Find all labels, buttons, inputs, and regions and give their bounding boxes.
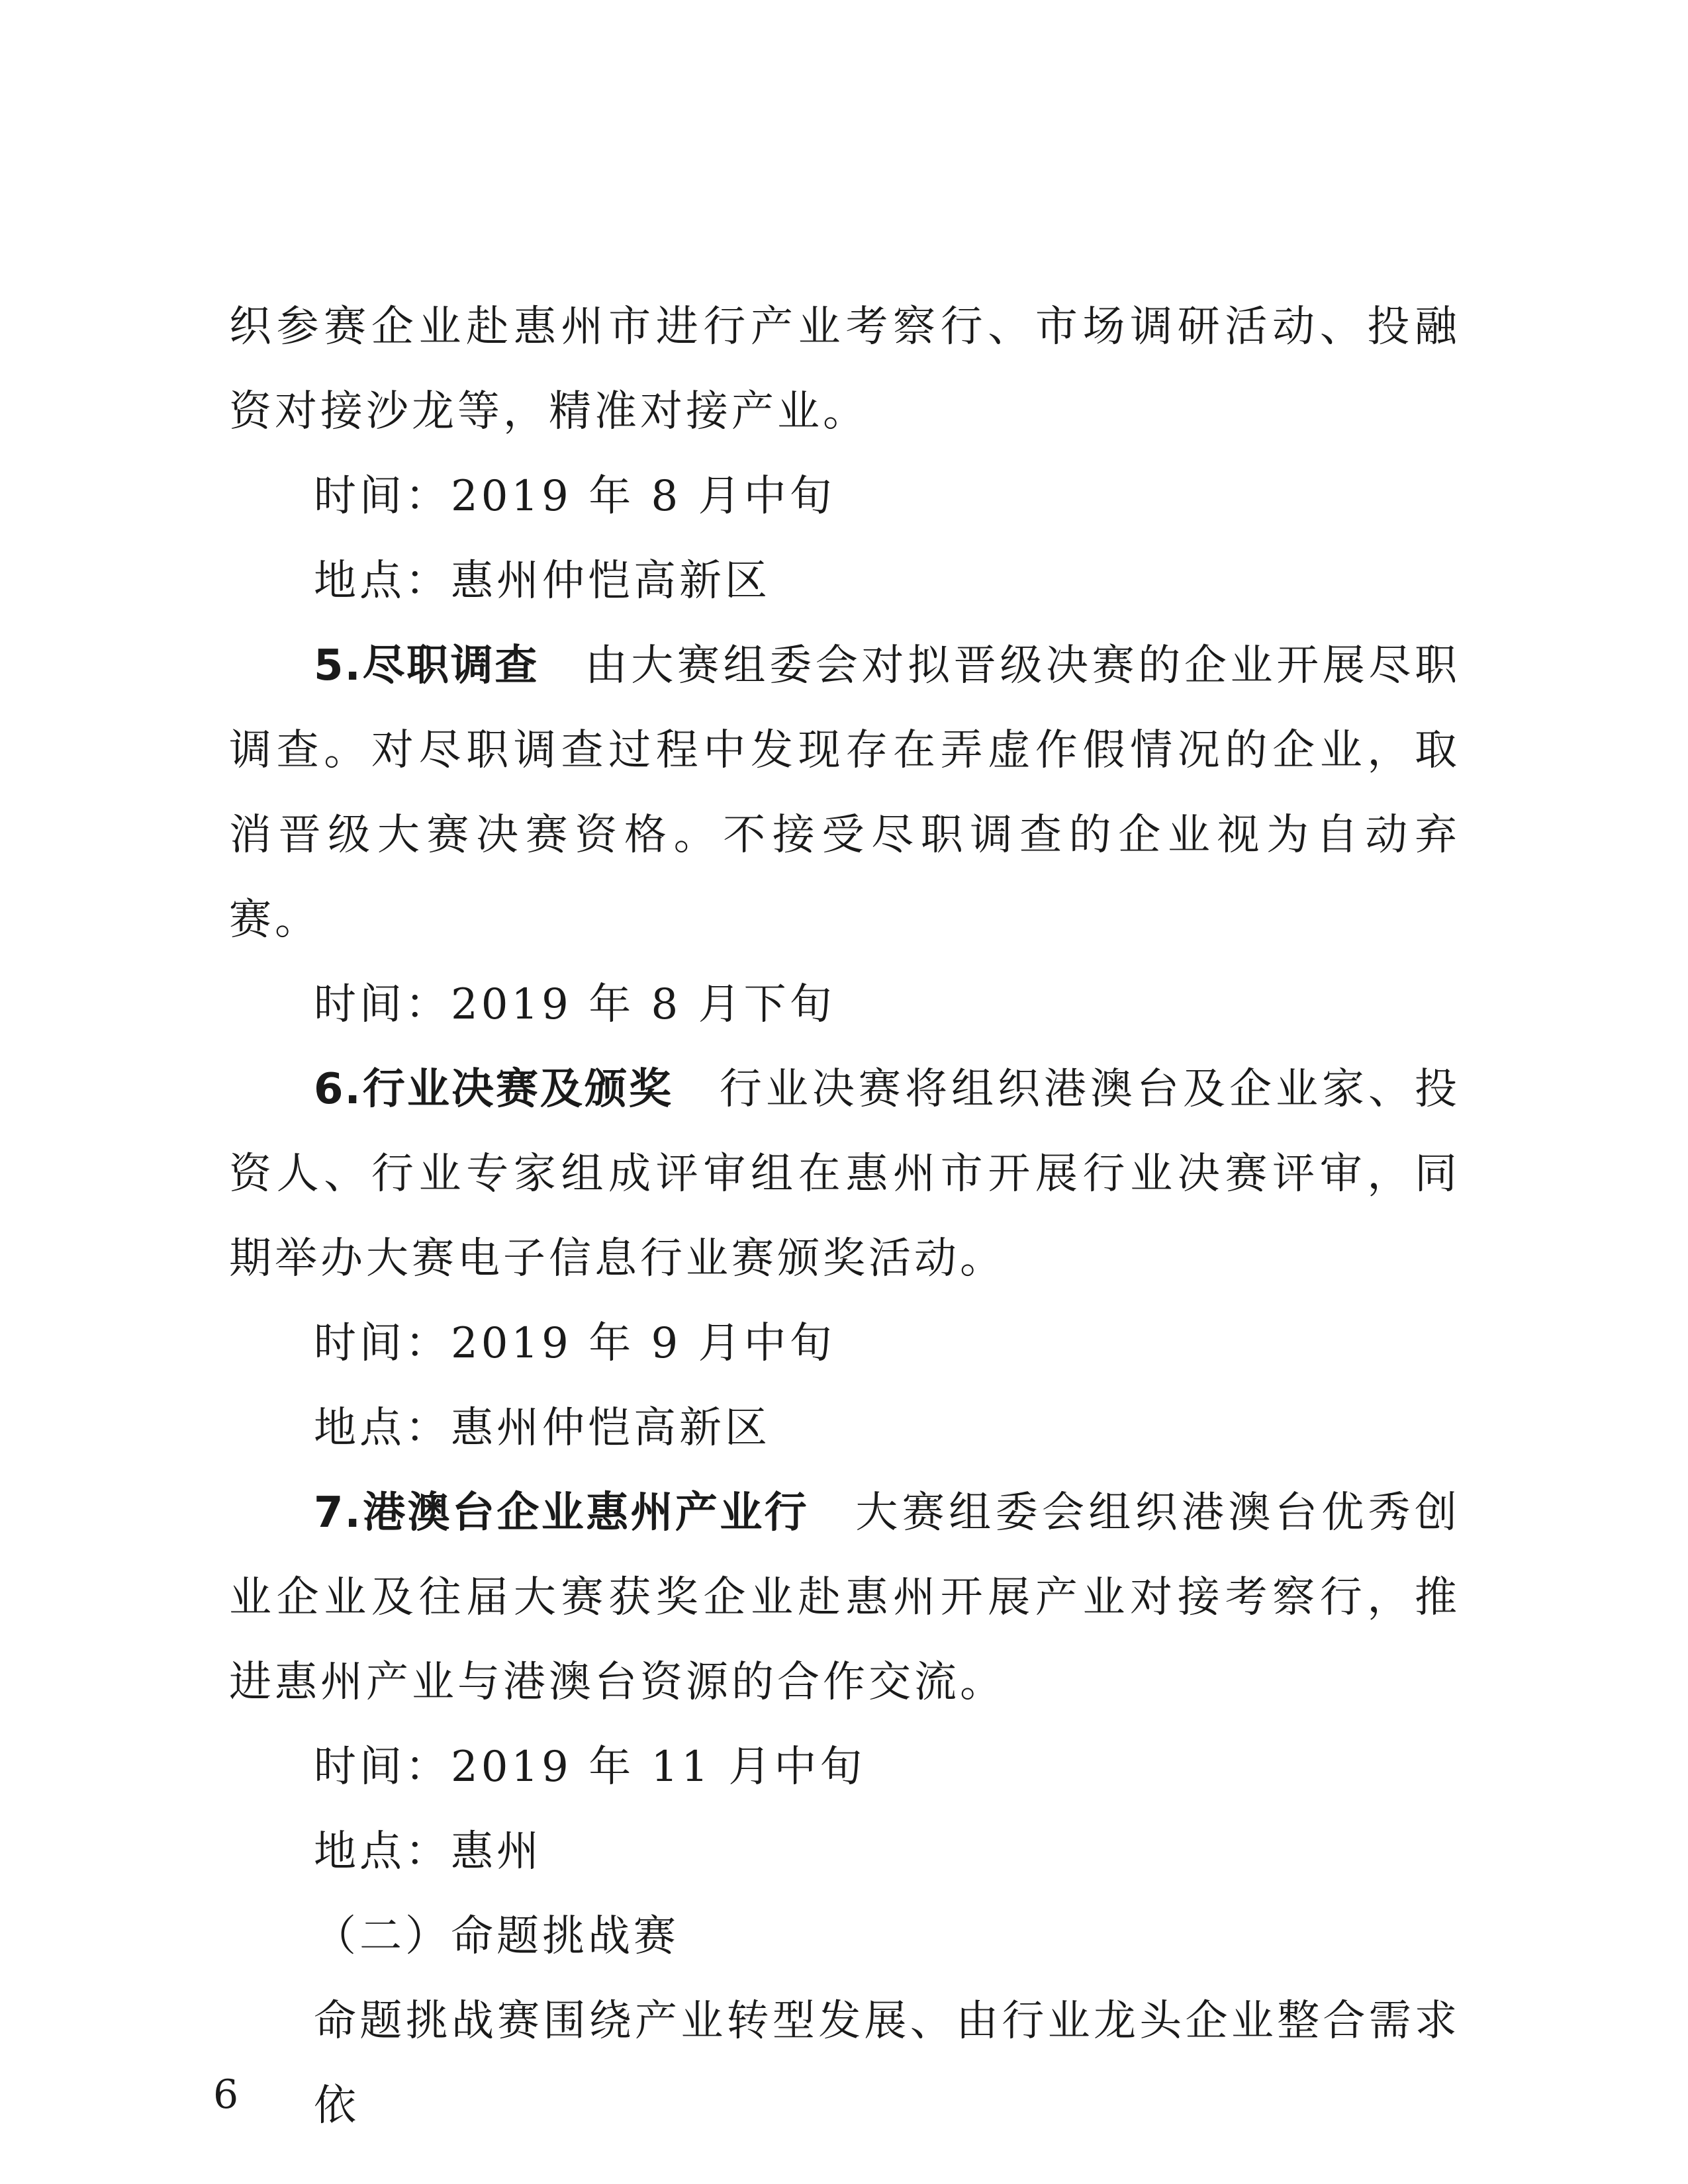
section-5-paragraph [229,623,1460,962]
intro-time-line: 时间：2019 年 8 月中旬 [314,472,835,521]
section-7-place-line: 地点：惠州 [314,1827,542,1876]
body-text [229,285,1460,2148]
section-6-body: 行业决赛将组织港澳台及企业家、投资人、行业专家组成评审组在惠州市开展行业决赛评审，同期举办大赛电子信息行业赛颁奖活动。 [229,1065,1461,1283]
section-5-body: 由大赛组委会对拟晋级决赛的企业开展尽职调查。对尽职调查过程中发现存在弄虚作假情况的企业，取消晋级大赛决赛资格。不接受尽职调查的企业视为自动弃赛。 [229,641,1461,944]
subsection-2-heading: （二）命题挑战赛 [314,1912,679,1961]
intro-continuation-paragraph: 织参赛企业赴惠州市进行产业考察行、市场调研活动、投融资对接沙龙等，精准对接产业。 [229,302,1460,436]
section-7-body: 大赛组委会组织港澳台优秀创业企业及往届大赛获奖企业赴惠州开展产业对接考察行，推进惠州产业与港澳台资源的合作交流。 [229,1488,1461,1707]
section-6-title: 6.行业决赛及颁奖 [314,1065,673,1114]
section-5-time-line: 时间：2019 年 8 月下旬 [314,980,835,1029]
section-6-place-line: 地点：惠州仲恺高新区 [314,1404,771,1453]
subsection-2-body: 命题挑战赛围绕产业转型发展、由行业龙头企业整合需求依 [314,1997,1460,2130]
section-7-title: 7.港澳台企业惠州产业行 [314,1488,810,1537]
section-5-title: 5.尽职调查 [314,641,539,690]
section-7-time-line: 时间：2019 年 11 月中旬 [314,1743,866,1792]
section-7-paragraph [229,1471,1460,1725]
section-6-time-line: 时间：2019 年 9 月中旬 [314,1319,835,1368]
intro-place-line: 地点：惠州仲恺高新区 [314,557,771,606]
page-number: 6 [213,2071,239,2118]
section-6-paragraph [229,1047,1460,1301]
